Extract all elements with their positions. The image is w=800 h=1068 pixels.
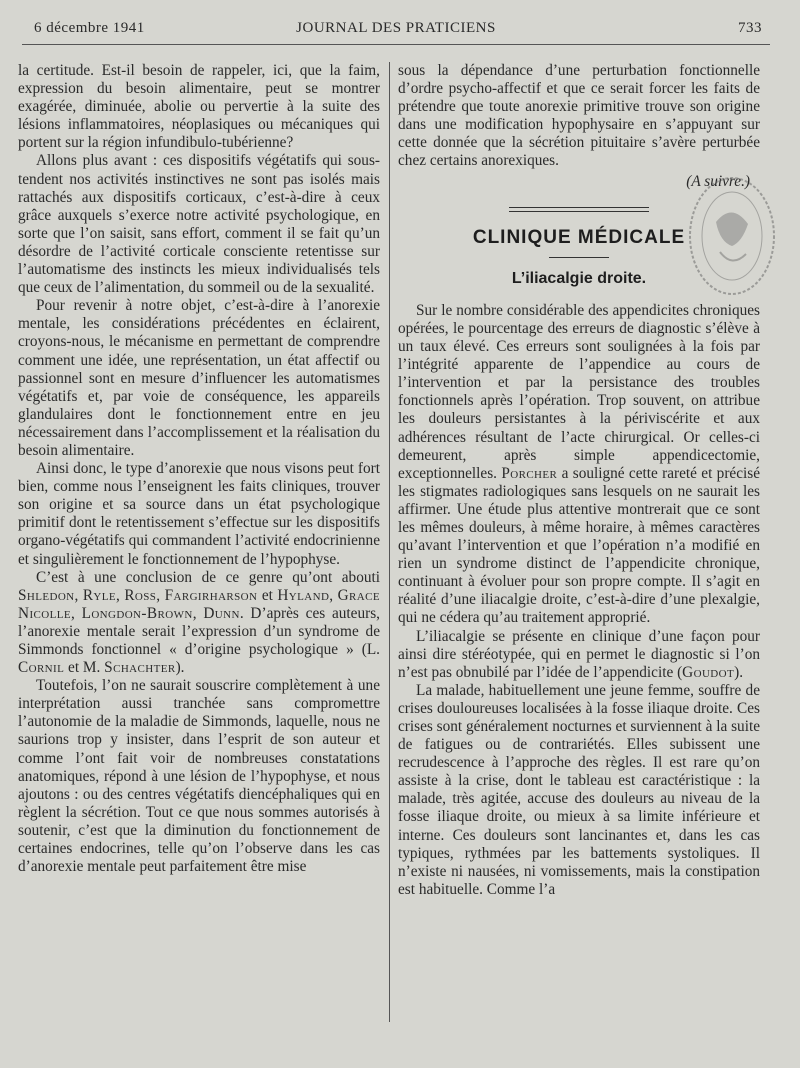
header-rule (22, 44, 770, 45)
author-name: Goudot (682, 663, 735, 681)
left-paragraph-4: Ainsi donc, le type d’anorexie que nous visons peut fort bien, comme nous l’enseignent les faits cliniques, trouver son origine et sa source dans un état psychologique primitif dont le retentissement s’effectue sur les dispositifs organo-végétatifs qui commandent l’activité endocrinienne et singulièrement le fonctionnement de l’hypophyse. (18, 460, 380, 568)
author-name: Longdon-Brown (81, 604, 193, 622)
right-paragraph-4: La malade, habituellement une jeune femme, souffre de crises douloureuses localisées à la fosse iliaque droite. Ces crises sont généralement nocturnes et surviennent à la suite de fatigues ou de contrariétés. Elles subissent une recrudescence à l’approche des règles. Il est rare qu’on assiste à la crise, dont le tableau est caractéristique : la malade, très agitée, accuse des douleurs au niveau de la fosse iliaque droite, ou mieux à sa limite inférieure et interne. Ces douleurs sont lancinantes et, dans les cas typiques, rythmées par les battements systoliques. Il n’existe ni nausées, ni vomissements, mais la constipation est habituelle. Comme l’a (398, 681, 760, 898)
column-divider (389, 62, 390, 1022)
page-number: 733 (738, 20, 762, 36)
text-run: . D’après ces auteurs, l’anorexie mentale serait l’expression d’un syndrome de Simmonds fonctionnel « d’origine psychologique » (L. (18, 604, 380, 658)
author-name: Ross (124, 586, 157, 604)
text-run: ). (175, 659, 185, 677)
section-heading: CLINIQUE MÉDICALE (472, 226, 686, 248)
left-column (18, 62, 380, 876)
left-paragraph-2: Allons plus avant : ces dispositifs végétatifs qui sous-tendent nos activités instinctives ne sont pas isolés mais rattachés aux dispositifs corticaux, c’est-à-dire à ceux grâce auxquels s’exerce notre activité psychologique, en sorte que l’on saisit, sans effort, comment il se fait qu’un désordre de l’activité corticale consciente retentisse sur l’automatisme des instincts les mieux individualisés tels que ceux de l’alimentation, du sommeil ou de la sexualité. (18, 152, 380, 297)
left-paragraph-3: Pour revenir à notre objet, c’est-à-dire à l’anorexie mentale, les considérations précédentes en éclairent, croyons-nous, le mécanisme en permettant de comprendre comment une idée, une représentation, un état affectif ou passionnel sont en mesure d’influencer les automatismes végétatifs et, par voie de conséquence, les appareils glandulaires dont le fonctionnement entre en jeu nécessairement dans l’accomplissement et la réalisation du besoin alimentaire. (18, 297, 380, 459)
running-header (22, 18, 770, 42)
left-paragraph-5: C’est à une conclusion de ce genre qu’ont abouti Shledon, Ryle, Ross, Fargirharson et Hyland, Grace Nicolle, Longdon-Brown, Dunn. D’après ces auteurs, l’anorexie mentale serait l’expression d’un syndrome de Simmonds fonctionnel « d’origine psychologique » (L. Cornil et M. Schachter). (18, 568, 380, 677)
text-run: et M. (64, 659, 105, 677)
text-run: Sur le nombre considérable des appendicites chroniques opérées, le pourcentage des erreurs de diagnostic s’élève à un taux élevé. Ces erreurs sont soulignées à la fois par l’intégrité apparente de l’appendice au cours de l’intervention et par la persistance des troubles fonctionnels après l’opération. Trop souvent, on attribue les douleurs persistantes à la périviscérite et aux adhérences résultant de l’acte chirurgical. Or celles-ci demeurent, après simple appendicectomie, exceptionnelles. (398, 301, 760, 482)
author-name: Shledon (18, 586, 75, 604)
article-title: L’iliacalgie droite. (511, 269, 647, 287)
text-run: et (257, 586, 278, 604)
to-be-continued: (A suivre.) (686, 172, 750, 190)
author-name: Porcher (501, 464, 558, 482)
text-run: C’est à une conclusion de ce genre qu’ont abouti (36, 568, 380, 586)
right-paragraph-3 (398, 628, 760, 682)
heading-rule (549, 257, 609, 258)
author-name: Dunn (203, 604, 240, 622)
author-name: Fargirharson (164, 586, 258, 604)
left-paragraph-1: la certitude. Est-il besoin de rappeler, ici, que la faim, expression du besoin alimentaire, peut se montrer exagérée, diminuée, abolie ou pervertie à la suite des lésions inflammatoires, néoplasiques ou mécaniques qui portent sur la région infundibulo-tubérienne? (18, 62, 380, 152)
text-run: ). (734, 663, 744, 681)
right-paragraph-1: sous la dépendance d’une perturbation fonctionnelle d’ordre psycho-affectif et que ce serait forcer les faits de prétendre que toute anorexie primitive trouve son origine dans une modification hypophysaire en s’appuyant sur cette donnée que la sécrétion pituitaire s’avère perturbée chez certains anorexiques. (398, 62, 760, 170)
text-run: a souligné cette rareté et précisé les stigmates radiologiques sans lesquels on ne saurait les affirmer. Une étude plus attentive montrerait que ce sont les mêmes douleurs, à même horaire, à mêmes caractères qu’avant l’intervention et que l’opération n’a modifié en rien un syndrome distinct de l’appendicite chronique, continuant à évoluer pour son propre compte. Il s’agit en réalité d’une iliacalgie droite, c’est-à-dire d’une plexalgie, qui ne cédera qu’au traitement approprié. (398, 464, 760, 627)
left-paragraph-6: Toutefois, l’on ne saurait souscrire complètement à une interprétation aussi tranchée sans compromettre l’autonomie de la maladie de Simmonds, laquelle, nous ne saurions trop y insister, dans l’esprit de son auteur et comme l’ont fait voir de nombreuses constatations anatomiques, répond à une lésion de l’hypophyse, et nous ajoutons : ou des centres végétatifs diencéphaliques qui en règlent la sécrétion. Tout ce que nous sommes autorisés à soutenir, c’est que la diminution du fonctionnement de certaines endocrines, telle qu’on l’observe dans les cas d’anorexie mentale peut parfaitement être mise (18, 677, 380, 876)
library-stamp (676, 172, 776, 300)
journal-title: JOURNAL DES PRATICIENS (296, 20, 496, 36)
author-name: Hyland (277, 586, 330, 604)
issue-date: 6 décembre 1941 (34, 20, 145, 36)
text-run: L’iliacalgie se présente en clinique d’une façon pour ainsi dire stéréotypée, qui en permet le diagnostic si l’on n’est pas obnubilé par l’idée de l’appendicite ( (398, 627, 760, 681)
section-separator (509, 207, 649, 215)
author-name: Grace Nicolle (18, 586, 380, 622)
right-paragraph-2 (398, 302, 760, 628)
author-name: Ryle (82, 586, 117, 604)
author-name: Cornil (18, 659, 65, 677)
author-name: Schachter (104, 659, 176, 677)
